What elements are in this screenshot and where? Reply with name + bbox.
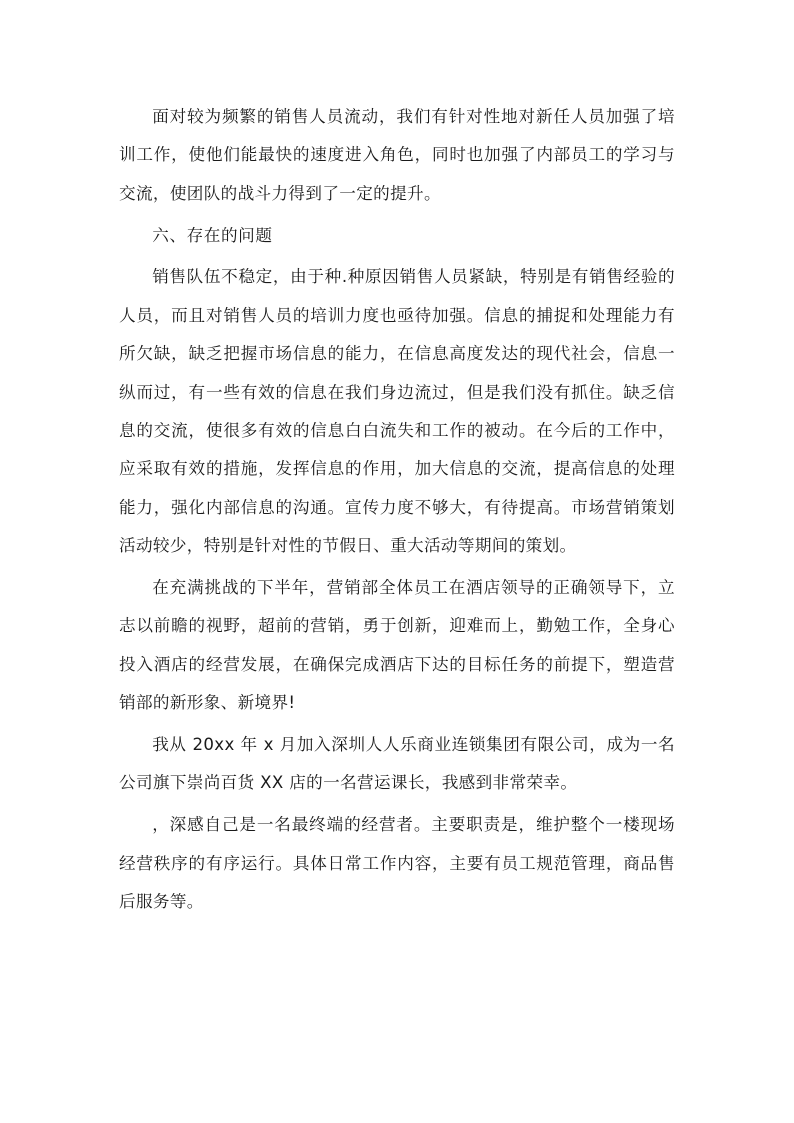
paragraph-joining-company: 我从 20xx 年 x 月加入深圳人人乐商业连锁集团有限公司，成为一名公司旗下崇尚百货 XX 店的一名营运课长，我感到非常荣幸。 bbox=[119, 735, 675, 793]
paragraph-problems: 销售队伍不稳定，由于种.种原因销售人员紧缺，特别是有销售经验的人员，而且对销售人员的培训力度也亟待加强。信息的捕捉和处理能力有所欠缺，缺乏把握市场信息的能力，在信息高度发达的现代社会，信息一纵而过，有一些有效的信息在我们身边流过，但是我们没有抓住。缺乏信息的交流，使很多有效的信息白白流失和工作的被动。在今后的工作中，应采取有效的措施，发挥信息的作用，加大信息的交流，提高信息的处理能力，强化内部信息的沟通。宣传力度不够大，有待提高。市场营销策划活动较少，特别是针对性的节假日、重大活动等期间的策划。 bbox=[119, 267, 675, 556]
paragraph-staff-training: 面对较为频繁的销售人员流动，我们有针对性地对新任人员加强了培训工作，使他们能最快的速度进入角色，同时也加强了内部员工的学习与交流，使团队的战斗力得到了一定的提升。 bbox=[119, 107, 675, 203]
section-heading-existing-problems: 六、存在的问题 bbox=[152, 225, 273, 245]
paragraph-duties: ，深感自己是一名最终端的经营者。主要职责是，维护整个一楼现场经营秩序的有序运行。具体日常工作内容，主要有员工规范管理，商品售后服务等。 bbox=[119, 815, 675, 912]
document-body bbox=[119, 98, 675, 925]
paragraph-outlook: 在充满挑战的下半年，营销部全体员工在酒店领导的正确领导下，立志以前瞻的视野，超前的营销，勇于创新，迎难而上，勤勉工作，全身心投入酒店的经营发展，在确保完成酒店下达的目标任务的前提下，塑造营销部的新形象、新境界! bbox=[119, 578, 675, 713]
